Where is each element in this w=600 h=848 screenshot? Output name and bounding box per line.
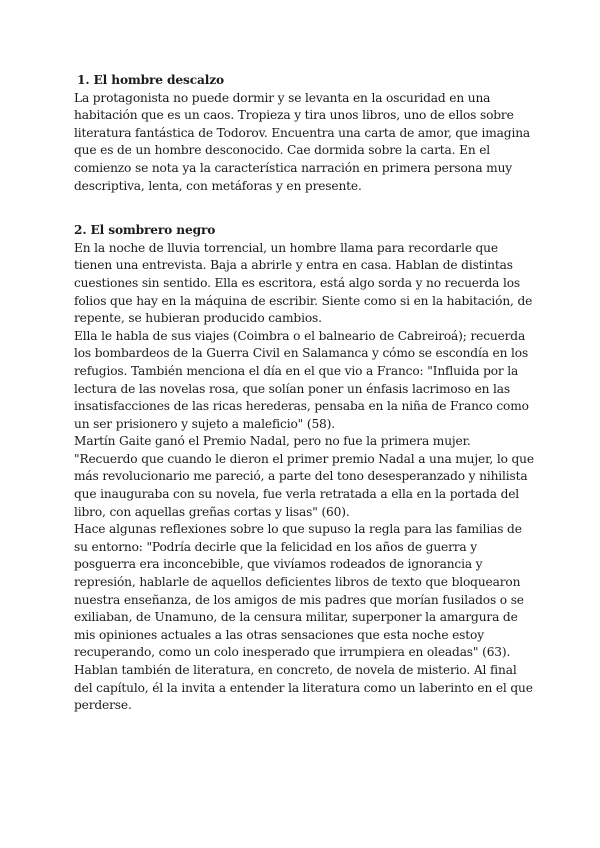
section-heading: 2. El sombrero negro xyxy=(74,223,216,238)
section-el-hombre-descalzo xyxy=(74,72,536,195)
section-paragraph: Hablan también de literatura, en concreto, de novela de misterio. Al final del capítulo, él la invita a entender la literatura como un laberinto en el que perderse. xyxy=(74,663,533,713)
section-paragraph: En la noche de lluvia torrencial, un hombre llama para recordarle que tienen una entrevista. Baja a abrirle y entra en casa. Hablan de distintas cuestiones sin sentido. Ella es escritora, está algo sorda y no recuerda los folios que hay en la máquina de escribir. Siente como si en la habitación, de repente, se hubieran producido cambios. xyxy=(74,240,533,326)
section-paragraph: Ella le habla de sus viajes (Coimbra o el balneario de Cabreiroá); recuerda los bombardeos de la Guerra Civil en Salamanca y cómo se escondía en los refugios. También menciona el día en el que vio a Franco: "Influida por la lectura de las novelas rosa, que solían poner un énfasis lacrimoso en las insatisfacciones de las ricas herederas, pensaba en la niña de Franco como un ser prisionero y sujeto a maleficio" (58). xyxy=(74,328,529,431)
section-el-sombrero-negro xyxy=(74,222,536,715)
section-paragraph: Hace algunas reflexiones sobre lo que supuso la regla para las familias de su entorno: "Podría decirle que la felicidad en los años de guerra y posguerra era inconcebible, que vivíamos rodeados de ignorancia y represión, hablarle de aquellos deficientes libros de texto que bloquearon nuestra enseñanza, de los amigos de mis padres que morían fusilados o se exiliaban, de Unamuno, de la censura militar, superponer la amargura de mis opiniones actuales a las otras sensaciones que esta noche estoy recuperando, como un colo inesperado que irrumpiera en oleadas" (63). xyxy=(74,522,524,660)
document-page xyxy=(74,72,536,715)
section-paragraph: La protagonista no puede dormir y se levanta en la oscuridad en una habitación que es un caos. Tropieza y tira unos libros, uno de ellos sobre literatura fantástica de Todorov. Encuentra una carta de amor, que imagina que es de un hombre desconocido. Cae dormida sobre la carta. En el comienzo se nota ya la característica narración en primera persona muy descriptiva, lenta, con metáforas y en presente. xyxy=(74,90,531,193)
section-paragraph: Martín Gaite ganó el Premio Nadal, pero no fue la primera mujer. "Recuerdo que cuando le dieron el primer premio Nadal a una mujer, lo que más revolucionario me pareció, a parte del tono desesperanzado y nihilista que inauguraba con su novela, fue verla retratada a ella en la portada del libro, con aquellas greñas cortas y lisas" (60). xyxy=(74,434,534,519)
section-heading: 1. El hombre descalzo xyxy=(77,73,224,87)
